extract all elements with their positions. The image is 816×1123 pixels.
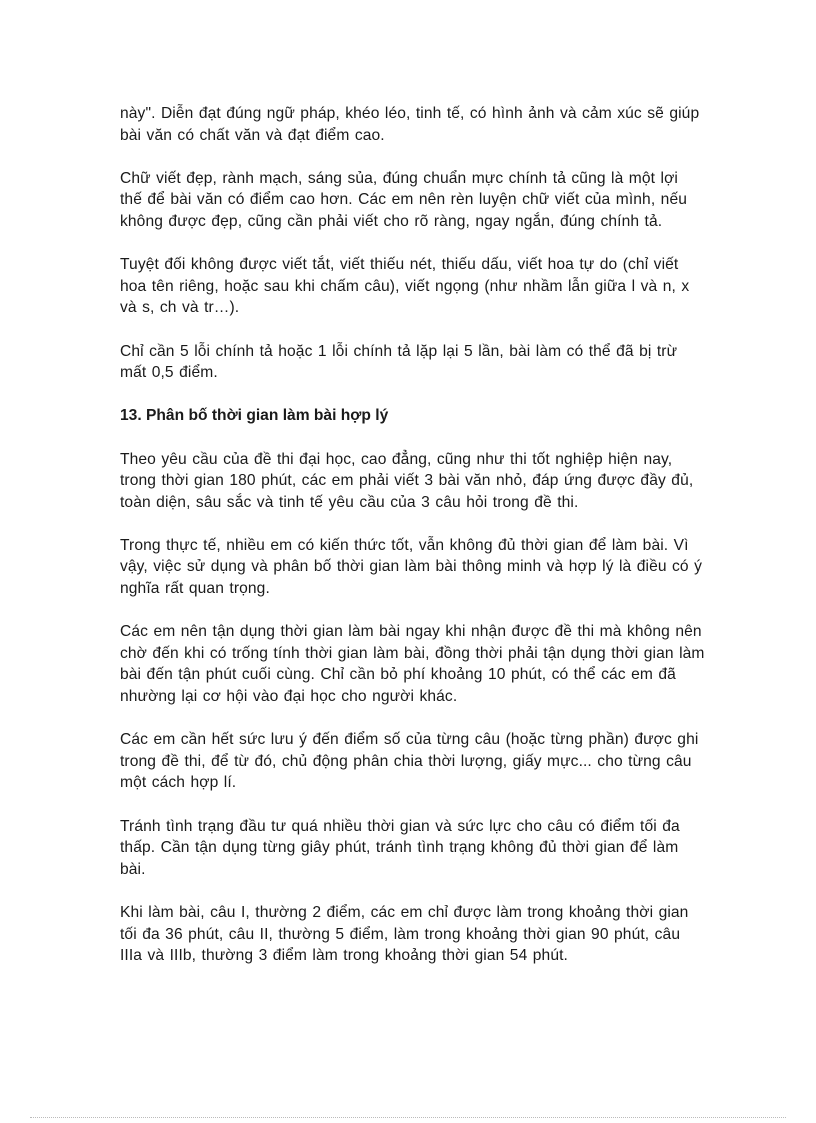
document-body <box>120 103 705 988</box>
paragraph: này". Diễn đạt đúng ngữ pháp, khéo léo, tinh tế, có hình ảnh và cảm xúc sẽ giúp bài văn có chất văn và đạt điểm cao. <box>120 105 700 144</box>
paragraph: Tuyệt đối không được viết tắt, viết thiếu nét, thiếu dấu, viết hoa tự do (chỉ viết hoa tên riêng, hoặc sau khi chấm câu), viết ngọng (như nhầm lẫn giữa l và n, x và s, ch và tr…). <box>120 256 690 317</box>
section-heading: 13. Phân bố thời gian làm bài hợp lý <box>120 407 389 425</box>
paragraph: Các em nên tận dụng thời gian làm bài ngay khi nhận được đề thi mà không nên chờ đến khi có trống tính thời gian làm bài, đồng thời phải tận dụng thời gian làm bài đến tận phút cuối cùng. Chỉ cần bỏ phí khoảng 10 phút, có thể các em đã nhường lại cơ hội vào đại học cho người khác. <box>120 623 705 706</box>
paragraph: Trong thực tế, nhiều em có kiến thức tốt, vẫn không đủ thời gian để làm bài. Vì vậy, việc sử dụng và phân bố thời gian làm bài thông minh và hợp lý là điều có ý nghĩa rất quan trọng. <box>120 536 703 598</box>
paragraph: Theo yêu cầu của đề thi đại học, cao đẳng, cũng như thi tốt nghiệp hiện nay, trong thời gian 180 phút, các em phải viết 3 bài văn nhỏ, đáp ứng được đầy đủ, toàn diện, sâu sắc và tinh tế yêu cầu của 3 câu hỏi trong đề thi. <box>120 450 694 511</box>
paragraph: Khi làm bài, câu I, thường 2 điểm, các em chỉ được làm trong khoảng thời gian tối đa 36 phút, câu II, thường 5 điểm, làm trong khoảng thời gian 90 phút, câu IIIa và IIIb, thường 3 điểm làm trong khoảng thời gian 54 phút. <box>120 903 689 965</box>
paragraph: Các em cần hết sức lưu ý đến điểm số của từng câu (hoặc từng phần) được ghi trong đề thi, để từ đó, chủ động phân chia thời lượng, giấy mực... cho từng câu một cách hợp lí. <box>120 731 699 792</box>
paragraph: Chỉ cần 5 lỗi chính tả hoặc 1 lỗi chính tả lặp lại 5 lần, bài làm có thể đã bị trừ mất 0,5 điểm. <box>120 342 678 382</box>
page-bottom-divider <box>30 1117 786 1118</box>
paragraph: Chữ viết đẹp, rành mạch, sáng sủa, đúng chuẩn mực chính tả cũng là một lợi thế để bài văn có điểm cao hơn. Các em nên rèn luyện chữ viết của mình, nếu không được đẹp, cũng cần phải viết cho rõ ràng, ngay ngắn, đúng chính tả. <box>120 169 687 230</box>
paragraph: Tránh tình trạng đầu tư quá nhiều thời gian và sức lực cho câu có điểm tối đa thấp. Cần tận dụng từng giây phút, tránh tình trạng không đủ thời gian để làm bài. <box>120 817 680 878</box>
